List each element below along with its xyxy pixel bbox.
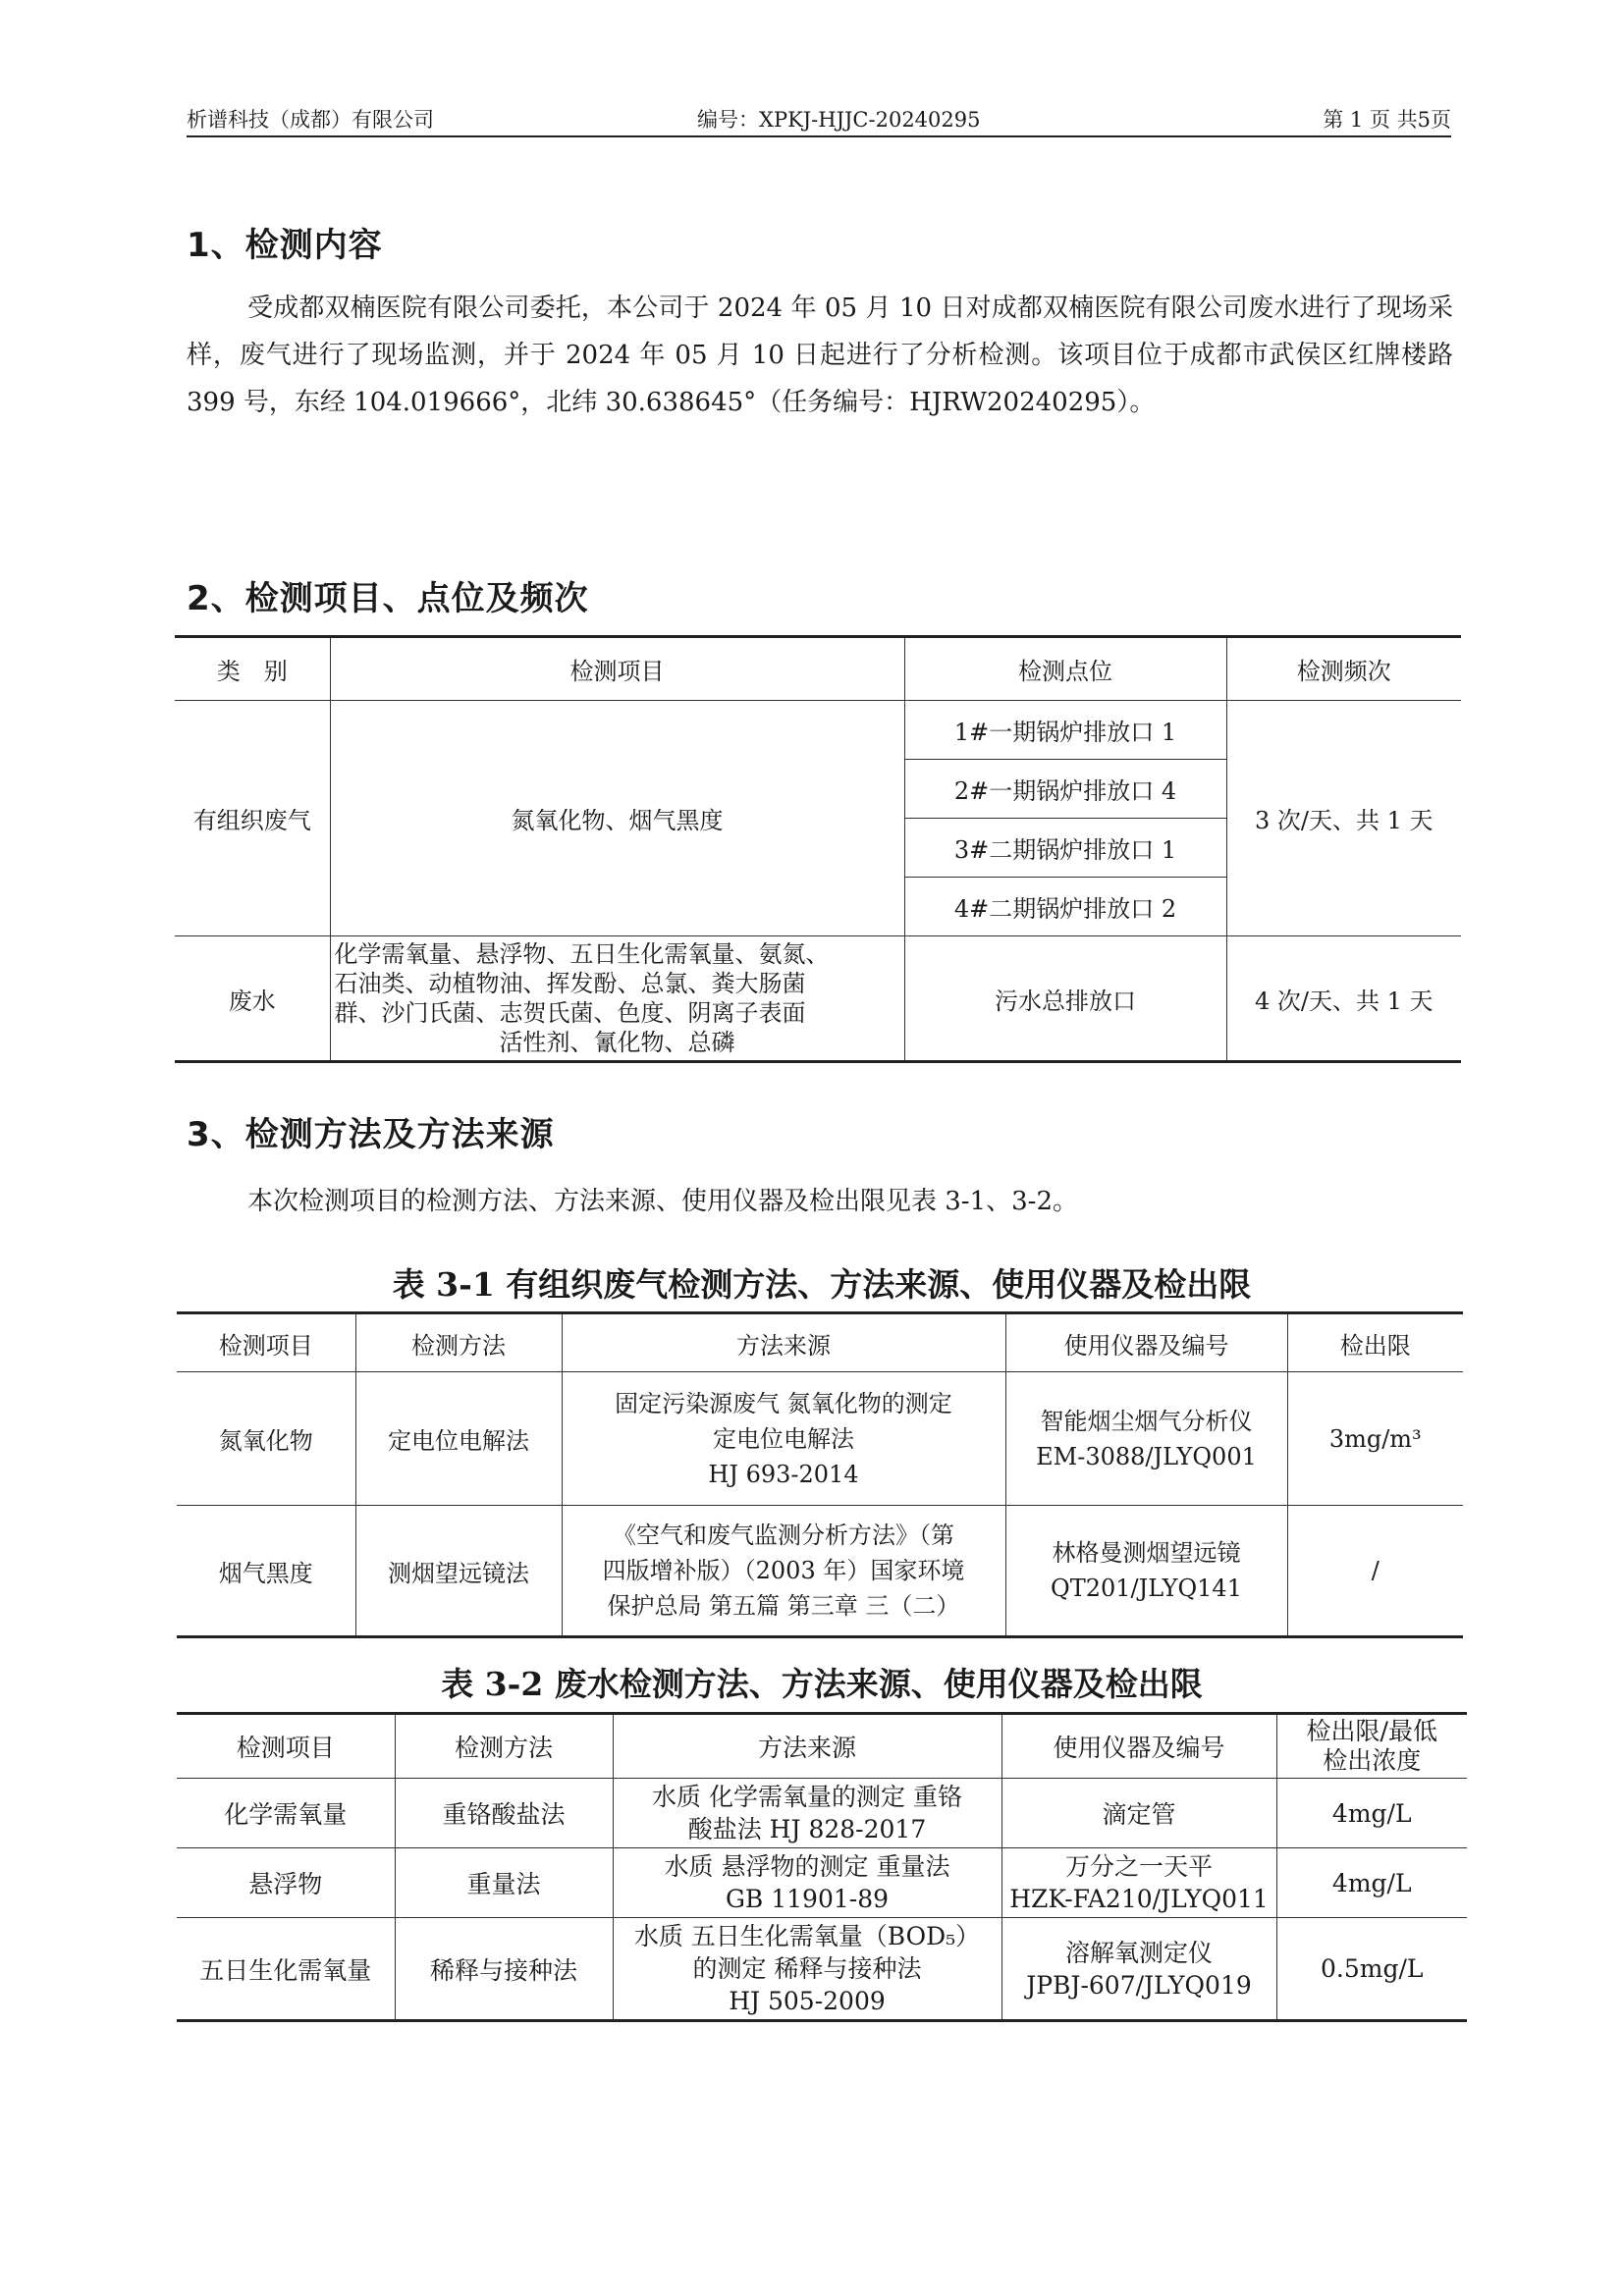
- instrument-line: 万分之一天平: [1064, 1852, 1213, 1881]
- section-1-text: 受成都双楠医院有限公司委托，本公司于 2024 年 05 月 10 日对成都双楠医院有限公司废水进行了现场采样，废气进行了现场监测，并于 2024 年 05 月 10 日起进行了分析检测。该项目位于成都市武侯区红牌楼路 399 号，东经 104.019666°，北纬 30.638645°（任务编号：HJRW20240295）。: [187, 294, 1453, 417]
- water-items-line: 石油类、动植物油、挥发酚、总氯、粪大肠菌: [334, 970, 806, 997]
- header-category: 类 别: [175, 637, 330, 701]
- row-method: 重铬酸盐法: [395, 1779, 613, 1848]
- instrument-line: JPBJ-607/JLYQ019: [1026, 1970, 1252, 2000]
- header-item: 检测项目: [177, 1313, 355, 1372]
- table-row: [177, 1918, 1467, 2021]
- source-line: GB 11901-89: [725, 1885, 890, 1913]
- table-header-row: [177, 1714, 1467, 1779]
- header-limit: 检出限: [1287, 1313, 1463, 1372]
- instrument-line: QT201/JLYQ141: [1051, 1575, 1242, 1602]
- water-point: 污水总排放口: [904, 936, 1226, 1062]
- row-limit: 0.5mg/L: [1276, 1918, 1467, 2021]
- header-source: 方法来源: [562, 1313, 1005, 1372]
- section-2-title: 2、检测项目、点位及频次: [187, 579, 589, 618]
- gas-point-2: 2#一期锅炉排放口 4: [904, 760, 1226, 819]
- row-instrument: [1005, 1506, 1287, 1637]
- water-items: [330, 936, 904, 1062]
- source-line: HJ 505-2009: [729, 1987, 886, 2015]
- row-item: 悬浮物: [177, 1848, 395, 1918]
- row-item: 五日生化需氧量: [177, 1918, 395, 2021]
- header-method: 检测方法: [395, 1714, 613, 1779]
- header-item: 检测项目: [177, 1714, 395, 1779]
- table-header-row: [177, 1313, 1463, 1372]
- header-source: 方法来源: [613, 1714, 1001, 1779]
- table-3-2-caption: 表 3-2 废水检测方法、方法来源、使用仪器及检出限: [441, 1665, 1203, 1703]
- source-line: 固定污染源废气 氮氧化物的测定: [615, 1389, 952, 1417]
- row-limit: 4mg/L: [1276, 1779, 1467, 1848]
- section-1-paragraph: [187, 285, 1453, 426]
- row-item: 氮氧化物: [177, 1372, 355, 1506]
- header-points: 检测点位: [904, 637, 1226, 701]
- water-items-line: 化学需氧量、悬浮物、五日生化需氧量、氨氮、: [334, 940, 830, 968]
- row-method: 定电位电解法: [355, 1372, 562, 1506]
- gas-frequency: 3 次/天、共 1 天: [1226, 701, 1461, 936]
- table-row: [175, 701, 1461, 760]
- row-source: [613, 1779, 1001, 1848]
- source-line: 水质 化学需氧量的测定 重铬: [652, 1783, 962, 1811]
- row-method: 重量法: [395, 1848, 613, 1918]
- instrument-line: 智能烟尘烟气分析仪: [1040, 1407, 1253, 1435]
- table-row: [175, 936, 1461, 1062]
- water-frequency: 4 次/天、共 1 天: [1226, 936, 1461, 1062]
- table-3-2: [177, 1712, 1467, 2022]
- table-row: [177, 1779, 1467, 1848]
- instrument-line: 溶解氧测定仪: [1064, 1938, 1213, 1967]
- source-line: 四版增补版）（2003 年）国家环境: [602, 1557, 965, 1584]
- row-source: [562, 1372, 1005, 1506]
- gas-category: 有组织废气: [175, 701, 330, 936]
- row-source: [613, 1848, 1001, 1918]
- source-line: 保护总局 第五篇 第三章 三（二）: [607, 1592, 960, 1620]
- instrument-line: EM-3088/JLYQ001: [1036, 1442, 1257, 1470]
- water-items-line: 群、沙门氏菌、志贺氏菌、色度、阴离子表面: [334, 999, 806, 1027]
- table-3-1: [177, 1311, 1463, 1638]
- table-row: [177, 1506, 1463, 1637]
- section-3-text: 本次检测项目的检测方法、方法来源、使用仪器及检出限见表 3-1、3-2。: [247, 1187, 1079, 1216]
- items-points-frequency-table: [175, 635, 1461, 1063]
- row-limit: 3mg/m³: [1287, 1372, 1463, 1506]
- source-line: 酸盐法 HJ 828-2017: [687, 1815, 927, 1843]
- table-3-1-caption: 表 3-1 有组织废气检测方法、方法来源、使用仪器及检出限: [392, 1265, 1252, 1304]
- gas-point-4: 4#二期锅炉排放口 2: [904, 878, 1226, 936]
- row-item: 化学需氧量: [177, 1779, 395, 1848]
- row-source: [613, 1918, 1001, 2021]
- table-row: [177, 1372, 1463, 1506]
- instrument-line: 林格曼测烟望远镜: [1052, 1539, 1241, 1567]
- source-line: 《空气和废气监测分析方法》（第: [613, 1522, 954, 1549]
- header-frequency: 检测频次: [1226, 637, 1461, 701]
- row-method: 稀释与接种法: [395, 1918, 613, 2021]
- row-instrument: [1005, 1372, 1287, 1506]
- row-instrument: 滴定管: [1001, 1779, 1276, 1848]
- gas-point-1: 1#一期锅炉排放口 1: [904, 701, 1226, 760]
- source-line: 的测定 稀释与接种法: [692, 1954, 922, 1983]
- instrument-line: HZK-FA210/JLYQ011: [1009, 1885, 1269, 1913]
- page-header: [187, 96, 1451, 137]
- section-3-paragraph: [187, 1178, 1453, 1225]
- row-item: 烟气黑度: [177, 1506, 355, 1637]
- header-limit: 检出限/最低 检出浓度: [1276, 1714, 1467, 1779]
- water-category: 废水: [175, 936, 330, 1062]
- row-instrument: [1001, 1918, 1276, 2021]
- section-3-title: 3、检测方法及方法来源: [187, 1115, 555, 1154]
- source-line: 水质 悬浮物的测定 重量法: [664, 1852, 950, 1881]
- gas-items: 氮氧化物、烟气黑度: [330, 701, 904, 936]
- page-number: 第 1 页 共5页: [1323, 108, 1451, 132]
- row-source: [562, 1506, 1005, 1637]
- table-header-row: [175, 637, 1461, 701]
- row-limit: /: [1287, 1506, 1463, 1637]
- table-row: [177, 1848, 1467, 1918]
- header-items: 检测项目: [330, 637, 904, 701]
- source-line: 水质 五日生化需氧量（BOD₅）: [633, 1922, 981, 1950]
- header-instrument: 使用仪器及编号: [1001, 1714, 1276, 1779]
- row-limit: 4mg/L: [1276, 1848, 1467, 1918]
- gas-point-3: 3#二期锅炉排放口 1: [904, 819, 1226, 878]
- header-instrument: 使用仪器及编号: [1005, 1313, 1287, 1372]
- header-method: 检测方法: [355, 1313, 562, 1372]
- row-method: 测烟望远镜法: [355, 1506, 562, 1637]
- row-instrument: [1001, 1848, 1276, 1918]
- company-name: 析谱科技（成都）有限公司: [187, 108, 434, 132]
- water-items-line: 活性剂、氰化物、总磷: [499, 1029, 735, 1056]
- source-line: 定电位电解法: [713, 1424, 854, 1453]
- report-code: 编号：XPKJ-HJJC-20240295: [697, 108, 981, 132]
- section-1-title: 1、检测内容: [187, 226, 383, 265]
- source-line: HJ 693-2014: [708, 1460, 859, 1488]
